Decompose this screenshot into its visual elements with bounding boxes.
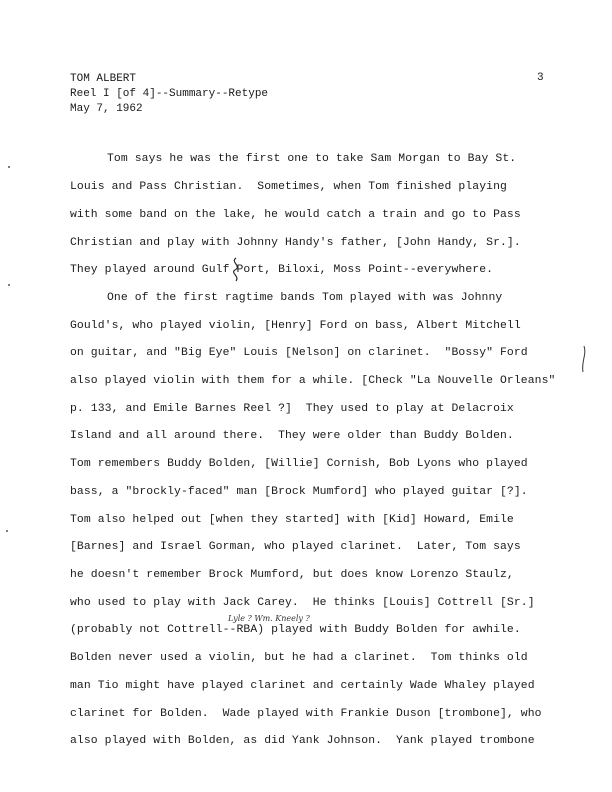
body-line: also played violin with them for a while. [Check "La Nouvelle Orleans" <box>70 375 556 387</box>
body-line: [Barnes] and Israel Gorman, who played clarinet. Later, Tom says <box>70 541 521 553</box>
correction-loop-mark <box>228 256 244 282</box>
margin-mark <box>578 344 588 374</box>
header-date: May 7, 1962 <box>70 103 143 115</box>
body-line: clarinet for Bolden. Wade played with Frankie Duson [trombone], who <box>70 708 542 720</box>
body-line: who used to play with Jack Carey. He thinks [Louis] Cottrell [Sr.] <box>70 597 535 609</box>
body-line: Island and all around there. They were older than Buddy Bolden. <box>70 430 514 442</box>
header-reel: Reel I [of 4]--Summary--Retype <box>70 88 269 100</box>
body-line: Tom says he was the first one to take Sam Morgan to Bay St. <box>107 153 517 165</box>
scan-speck <box>8 166 10 168</box>
body-line: Christian and play with Johnny Handy's father, [John Handy, Sr.]. <box>70 237 521 249</box>
body-line: Louis and Pass Christian. Sometimes, when Tom finished playing <box>70 181 507 193</box>
body-line: (probably not Cottrell--RBA) played with Buddy Bolden for awhile. <box>70 624 521 636</box>
handwritten-annotation: Lyle ? Wm. Kneely ? <box>228 614 310 623</box>
body-line: man Tio might have played clarinet and certainly Wade Whaley played <box>70 680 535 692</box>
body-line: also played with Bolden, as did Yank Johnson. Yank played trombone <box>70 735 535 747</box>
body-line: One of the first ragtime bands Tom played with was Johnny <box>107 292 503 304</box>
body-line: Gould's, who played violin, [Henry] Ford on bass, Albert Mitchell <box>70 320 521 332</box>
body-line: he doesn't remember Brock Mumford, but does know Lorenzo Staulz, <box>70 569 514 581</box>
body-line: They played around Gulf Port, Biloxi, Moss Point--everywhere. <box>70 264 494 276</box>
page-number: 3 <box>537 72 544 84</box>
scan-speck <box>6 530 8 532</box>
body-line: Tom remembers Buddy Bolden, [Willie] Cornish, Bob Lyons who played <box>70 458 528 470</box>
header-name: TOM ALBERT <box>70 73 137 85</box>
scan-speck <box>8 284 10 286</box>
body-line: bass, a "brockly-faced" man [Brock Mumford] who played guitar [?]. <box>70 486 528 498</box>
body-line: Bolden never used a violin, but he had a clarinet. Tom thinks old <box>70 652 528 664</box>
body-line: with some band on the lake, he would catch a train and go to Pass <box>70 209 521 221</box>
body-line: p. 133, and Emile Barnes Reel ?] They used to play at Delacroix <box>70 403 514 415</box>
body-line: Tom also helped out [when they started] with [Kid] Howard, Emile <box>70 514 514 526</box>
body-line: on guitar, and "Big Eye" Louis [Nelson] on clarinet. "Bossy" Ford <box>70 347 528 359</box>
